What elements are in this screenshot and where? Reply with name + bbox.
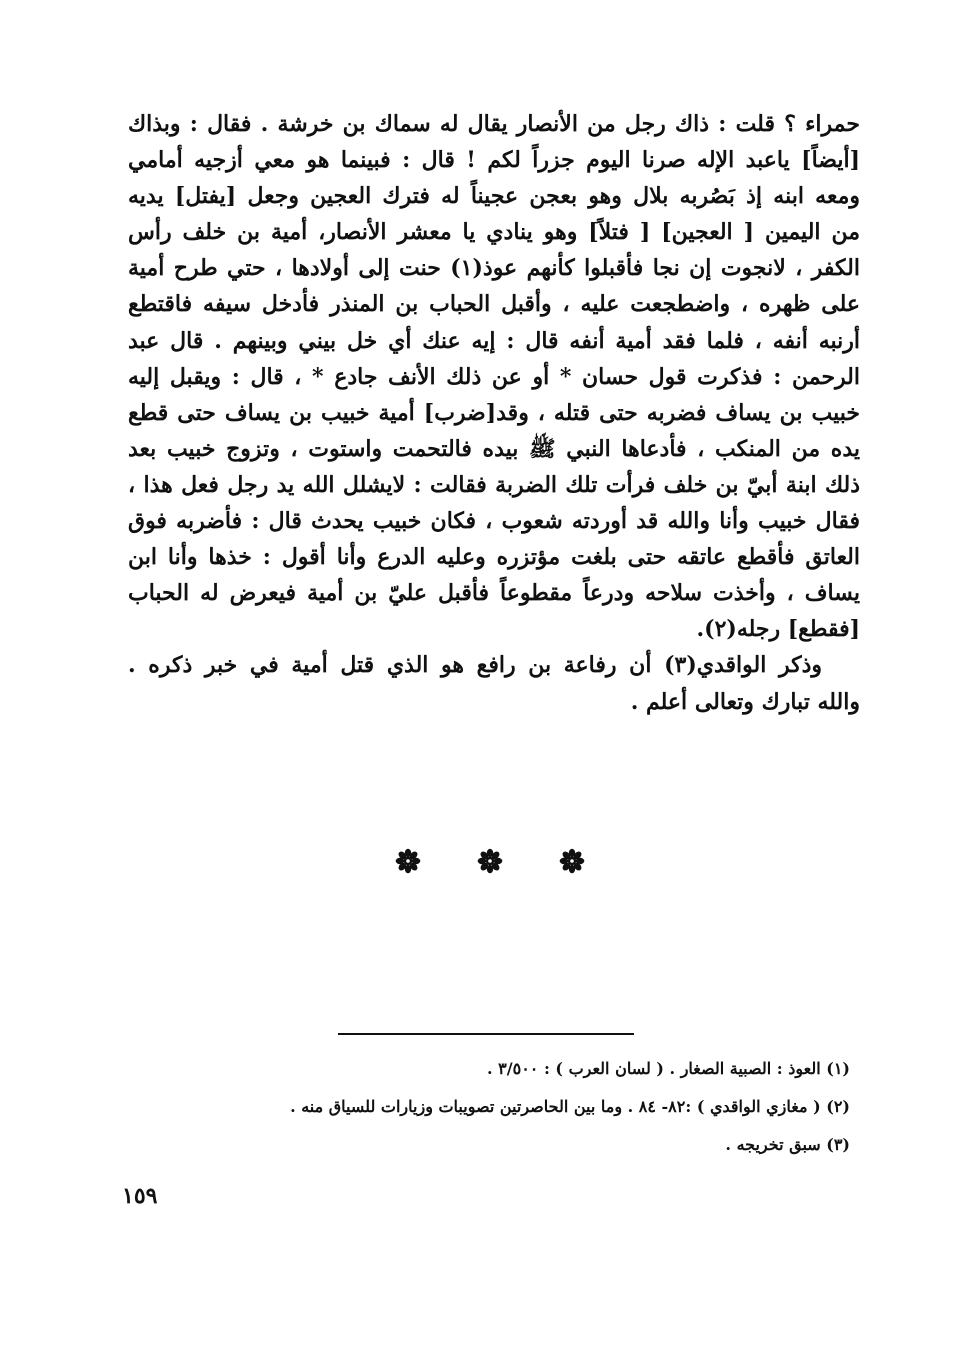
text-line-2: [أيضاً] ياعبد الإله صرنا اليوم جزراً لكم ! قال : فبينما هو معي أزجيه أمامي bbox=[128, 147, 860, 174]
text-line-12: فقال خبيب وأنا والله قد أوردته شعوب ، فكان خبيب يحدث قال : فأضربه فوق bbox=[128, 508, 860, 535]
footnote-1: (١) العوذ : الصبية الصغار . ( لسان العرب ) : ٣/٥٠٠ . bbox=[487, 1059, 850, 1078]
text-line-4: من اليمين [ العجين] [ فتلاً] وهو ينادي يا معشر الأنصار، أمية بن خلف رأس bbox=[128, 219, 860, 246]
flower-ornament-icon bbox=[395, 848, 421, 874]
text-line-13: العاتق فأقطع عاتقه حتى بلغت مؤتزره وعليه الدرع وأنا أقول : خذها وأنا ابن bbox=[128, 544, 860, 571]
text-line-3: ومعه ابنه إذ بَصُربه بلال وهو بعجن عجيناً له فترك العجين وجعل [يفتل] يديه bbox=[128, 183, 860, 210]
text-line-16: وذكر الواقدي(٣) أن رفاعة بن رافع هو الذي قتل أمية في خبر ذكره . bbox=[128, 652, 822, 679]
text-line-8: الرحمن : فذكرت قول حسان * أو عن ذلك الأنف جادع * ، قال : ويقبل إليه bbox=[128, 363, 860, 390]
flower-ornament-icon bbox=[559, 848, 585, 874]
text-line-7: أرنبه أنفه ، فلما فقد أمية أنفه قال : إيه عنك أي خل بيني وبينهم . قال عبد bbox=[128, 327, 860, 354]
text-line-15: [فقطع] رجله(٢). bbox=[696, 616, 860, 643]
text-line-5: الكفر ، لانجوت إن نجا فأقبلوا كأنهم عوذ(١) حنت إلى أولادها ، حتي طرح أمية bbox=[128, 255, 860, 282]
text-line-1: حمراء ؟ قلت : ذاك رجل من الأنصار يقال له سماك بن خرشة . فقال : وبذاك bbox=[128, 111, 860, 137]
text-line-10: يده من المنكب ، فأدعاها النبي ﷺ بيده فالتحمت واستوت ، وتزوج خبيب بعد bbox=[128, 435, 860, 462]
text-line-14: يساف ، وأخذت سلاحه ودرعاً مقطوعاً فأقبل عليّ بن أمية فيعرض له الحباب bbox=[128, 580, 860, 607]
footnote-separator bbox=[338, 1033, 634, 1035]
text-line-9: خبيب بن يساف فضربه حتى قتله ، وقد[ضرب] أمية خبيب بن يساف حتى قطع bbox=[128, 399, 860, 426]
text-line-6: على ظهره ، واضطجعت عليه ، وأقبل الحباب بن المنذر فأدخل سيفه فاقتطع bbox=[128, 291, 860, 318]
footnote-3: (٣) سبق تخريجه . bbox=[725, 1135, 850, 1154]
flower-ornament-icon bbox=[477, 848, 503, 874]
main-text-block bbox=[128, 106, 860, 720]
footnotes-block bbox=[150, 1050, 850, 1164]
footnote-2: (٢) ( مغازي الواقدي ) :٨٢- ٨٤ . وما بين الحاصرتين تصويبات وزيارات للسياق منه . bbox=[290, 1097, 850, 1116]
text-line-17: والله تبارك وتعالى أعلم . bbox=[630, 688, 860, 715]
section-divider-ornaments bbox=[395, 846, 585, 876]
text-line-11: ذلك ابنة أبيّ بن خلف فرأت تلك الضربة فقالت : لايشلل الله يد رجل فعل هذا ، bbox=[128, 471, 860, 498]
page-number: ١٥٩ bbox=[122, 1183, 158, 1209]
